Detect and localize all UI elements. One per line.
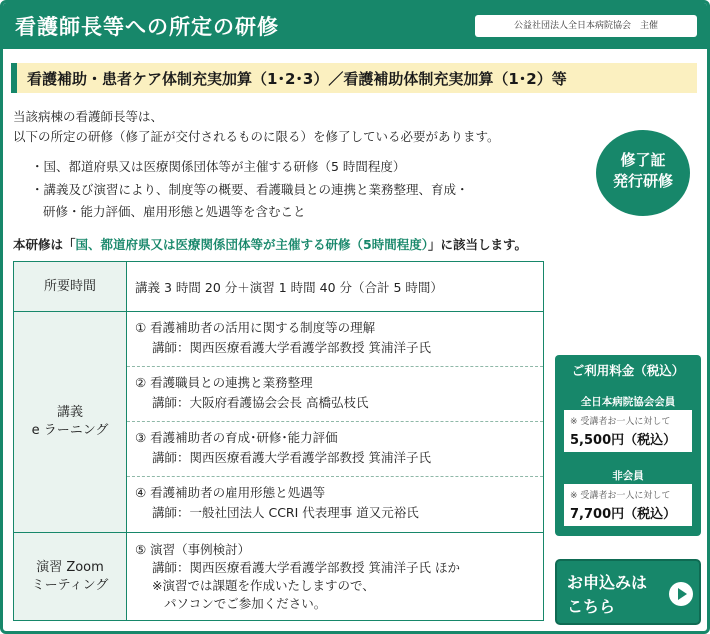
time-value xyxy=(127,262,544,312)
module-lecturer: 講師：一般社団法人 CCRI 代表理事 道又元裕氏 xyxy=(152,505,419,520)
module-title: ③ 看護補助者の育成･研修･能力評価 xyxy=(135,430,338,445)
fee-box xyxy=(555,355,701,536)
apply-button-label xyxy=(567,571,647,619)
time-label xyxy=(14,262,127,312)
module-title: ④ 看護補助者の雇用形態と処遇等 xyxy=(135,485,326,500)
sponsor-label: 公益社団法人全日本病院協会 主催 xyxy=(475,15,697,37)
fee-title: ご利用料金（税込） xyxy=(571,363,685,378)
apply-button[interactable] xyxy=(555,559,701,625)
fee-card-member xyxy=(563,393,693,453)
fee-nonmember-label: 非会員 xyxy=(564,468,692,485)
fee-card-nonmember xyxy=(563,467,693,527)
page-title: 看護師長等への所定の研修 xyxy=(15,15,279,39)
module-lecturer: 講師：大阪府看護協会会長 高橋弘枝氏 xyxy=(152,395,369,410)
applies-suffix: 」に該当します。 xyxy=(427,237,527,252)
zoom-label-line2: ミーティング xyxy=(31,577,109,593)
requirement-bullet-2: ・講義及び演習により、制度等の概要、看護職員との連携と業務整理、育成・ xyxy=(31,182,469,197)
play-circle-icon[interactable] xyxy=(669,582,693,606)
course-table xyxy=(13,261,544,621)
time-label-text: 所要時間 xyxy=(43,278,96,294)
zoom-session xyxy=(127,533,544,621)
apply-button-line1: お申込みは xyxy=(567,573,648,592)
apply-button-line2: こちら xyxy=(567,597,616,616)
fee-member-price: 5,500円（税込） xyxy=(570,433,677,448)
module-item xyxy=(127,422,543,477)
module-title: ② 看護職員との連携と業務整理 xyxy=(135,375,313,390)
applies-highlight: 国、都道府県又は医療関係団体等が主催する研修（5時間程度） xyxy=(75,237,428,252)
certificate-badge-line1: 修了証 xyxy=(620,151,666,169)
zoom-note-1: ※演習では課題を作成いたしますので、 xyxy=(152,577,375,593)
certificate-badge xyxy=(596,130,690,216)
certificate-badge-line2: 発行研修 xyxy=(612,172,673,190)
fee-member-note: ※ 受講者お一人に対して xyxy=(570,417,671,427)
header xyxy=(3,3,707,49)
requirement-bullet-2-cont: 研修・能力評価、雇用形態と処遇等を含むこと xyxy=(43,204,306,219)
module-item xyxy=(127,312,543,367)
zoom-label-line1: 演習 Zoom xyxy=(36,559,104,575)
module-lecturer: 講師：関西医療看護大学看護学部教授 箕浦洋子氏 xyxy=(152,340,431,355)
lecture-label-line2: e ラーニング xyxy=(31,423,109,438)
subsidy-banner xyxy=(11,63,697,93)
zoom-label xyxy=(14,533,127,621)
fee-member-label: 全日本病院協会会員 xyxy=(564,394,692,411)
lecture-label xyxy=(14,312,127,533)
zoom-block xyxy=(127,535,543,619)
zoom-lecturer: 講師：関西医療看護大学看護学部教授 箕浦洋子氏 ほか xyxy=(152,559,460,575)
module-item xyxy=(127,367,543,422)
fee-nonmember-note: ※ 受講者お一人に対して xyxy=(570,491,671,501)
table-row-zoom xyxy=(14,533,544,621)
intro-line-1: 当該病棟の看護師長等は、 xyxy=(13,109,164,124)
zoom-note-2: パソコンでご参加ください。 xyxy=(164,595,327,611)
table-row-time xyxy=(14,262,544,312)
fee-nonmember-price: 7,700円（税込） xyxy=(570,507,677,522)
applies-statement xyxy=(13,235,527,253)
applies-prefix: 本研修は「 xyxy=(13,237,76,252)
zoom-title: ⑤ 演習（事例検討） xyxy=(135,541,251,557)
time-value-text: 講義 3 時間 20 分＋演習 1 時間 40 分（合計 5 時間） xyxy=(135,279,443,295)
requirement-bullet-1: ・国、都道府県又は医療関係団体等が主催する研修（5 時間程度） xyxy=(31,159,406,174)
module-item xyxy=(127,477,543,532)
subsidy-banner-text: 看護補助・患者ケア体制充実加算（1･2･3）／看護補助体制充実加算（1･2）等 xyxy=(27,70,567,88)
table-row-lecture xyxy=(14,312,544,533)
module-lecturer: 講師：関西医療看護大学看護学部教授 箕浦洋子氏 xyxy=(152,450,431,465)
lecture-label-line1: 講義 xyxy=(56,405,83,420)
lecture-modules xyxy=(127,312,544,533)
module-title: ① 看護補助者の活用に関する制度等の理解 xyxy=(135,320,376,335)
intro-line-2: 以下の所定の研修（修了証が交付されるものに限る）を修了している必要があります。 xyxy=(13,129,500,144)
